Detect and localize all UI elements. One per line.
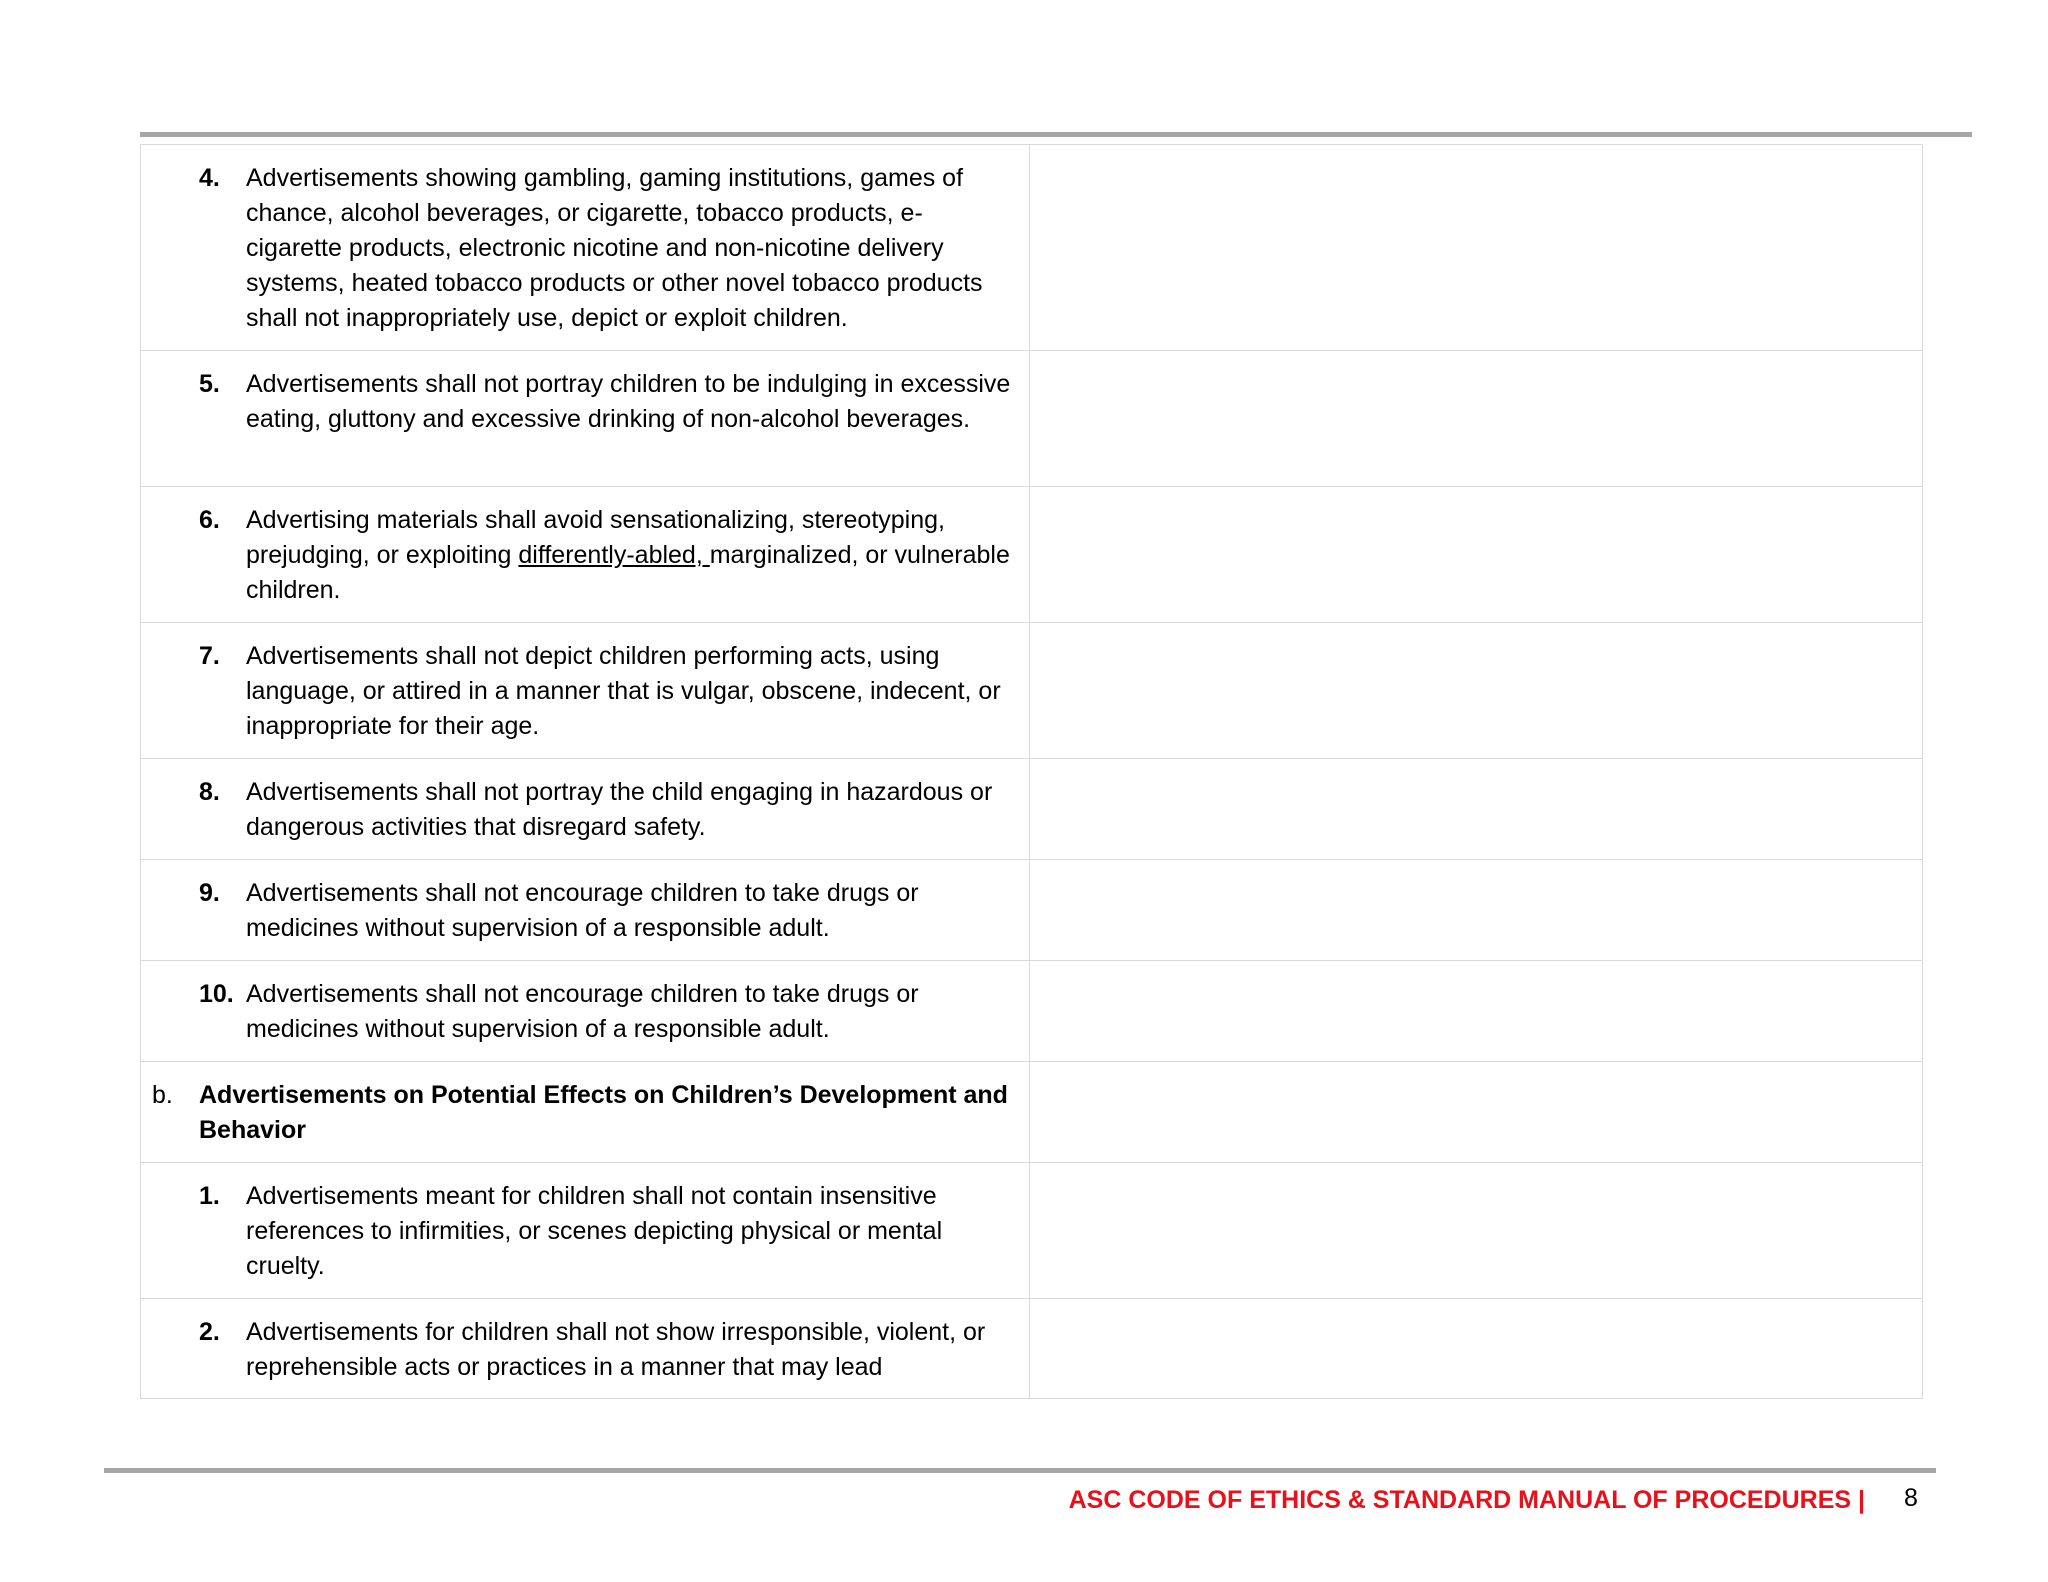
notes-cell [1030,351,1923,487]
list-item [141,1163,1029,1294]
provision-cell [141,351,1030,487]
notes-cell [1030,487,1923,623]
table-row [141,487,1923,623]
item-text: Advertisements showing gambling, gaming institutions, games of chance, alcohol beverages, or cigarette, tobacco products, e-cigarette products, electronic nicotine and non-nicotine delivery systems, heated tobacco products or other novel tobacco products shall not inappropriately use, depict or exploit children. [246,164,983,332]
table-row [141,759,1923,860]
table-row [141,1299,1923,1399]
list-item [141,961,1029,1057]
list-item [141,487,1029,618]
footer-title: ASC CODE OF ETHICS & STANDARD MANUAL OF PROCEDURES | [1068,1486,1865,1514]
notes-cell [1030,1163,1923,1299]
notes-cell [1030,759,1923,860]
item-number: 6. [199,506,220,534]
provision-cell [141,487,1030,623]
provision-cell [141,623,1030,759]
notes-cell [1030,145,1923,351]
header-rule [140,132,1972,137]
item-number: 4. [199,164,220,192]
section-heading-cell [141,1062,1030,1163]
table-row [141,351,1923,487]
code-table [140,144,1923,1399]
item-number: 10. [199,980,234,1008]
item-text-part: marginalized, or vulnerable children. [246,541,1010,604]
underlined-term: differently-abled, [518,541,710,569]
section-title: Advertisements on Potential Effects on Children’s Development and Behavior [199,1081,1008,1144]
table-row [141,1163,1923,1299]
footer-rule [104,1468,1936,1473]
table-row [141,145,1923,351]
notes-cell [1030,623,1923,759]
table-row [141,623,1923,759]
list-item [141,1299,1029,1395]
provision-cell [141,961,1030,1062]
item-text: Advertisements shall not depict children performing acts, using language, or attired in a manner that is vulgar, obscene, indecent, or inappropriate for their age. [246,642,1001,740]
list-item [141,759,1029,855]
item-text: Advertisements shall not encourage children to take drugs or medicines without supervision of a responsible adult. [246,980,919,1043]
list-item [141,351,1029,447]
section-heading [141,1062,1029,1158]
section-letter: b. [152,1081,173,1109]
provision-cell [141,860,1030,961]
provision-cell [141,759,1030,860]
item-text: Advertisements shall not portray the child engaging in hazardous or dangerous activities that disregard safety. [246,778,993,841]
provision-cell [141,145,1030,351]
list-item [141,145,1029,346]
provision-cell [141,1163,1030,1299]
notes-cell [1030,1299,1923,1399]
item-text: Advertisements meant for children shall not contain insensitive references to infirmities, or scenes depicting physical or mental cruelty. [246,1182,943,1280]
notes-cell [1030,961,1923,1062]
item-text: Advertisements shall not encourage children to take drugs or medicines without supervision of a responsible adult. [246,879,919,942]
item-number: 5. [199,370,220,398]
list-item [141,623,1029,754]
item-text-part: Advertising materials shall avoid sensationalizing, stereotyping, prejudging, or exploiting [246,506,945,569]
page-number: 8 [1904,1484,1918,1512]
provision-cell [141,1299,1030,1399]
item-number: 2. [199,1318,220,1346]
item-text: Advertisements shall not portray children to be indulging in excessive eating, gluttony and excessive drinking of non-alcohol beverages. [246,370,1011,433]
table-row [141,1062,1923,1163]
table-row [141,860,1923,961]
item-number: 8. [199,778,220,806]
table-row [141,961,1923,1062]
item-number: 9. [199,879,220,907]
notes-cell [1030,860,1923,961]
notes-cell [1030,1062,1923,1163]
item-text: Advertisements for children shall not show irresponsible, violent, or reprehensible acts or practices in a manner that may lead [246,1318,986,1381]
item-number: 7. [199,642,220,670]
item-text [246,503,1011,608]
list-item [141,860,1029,956]
item-number: 1. [199,1182,220,1210]
